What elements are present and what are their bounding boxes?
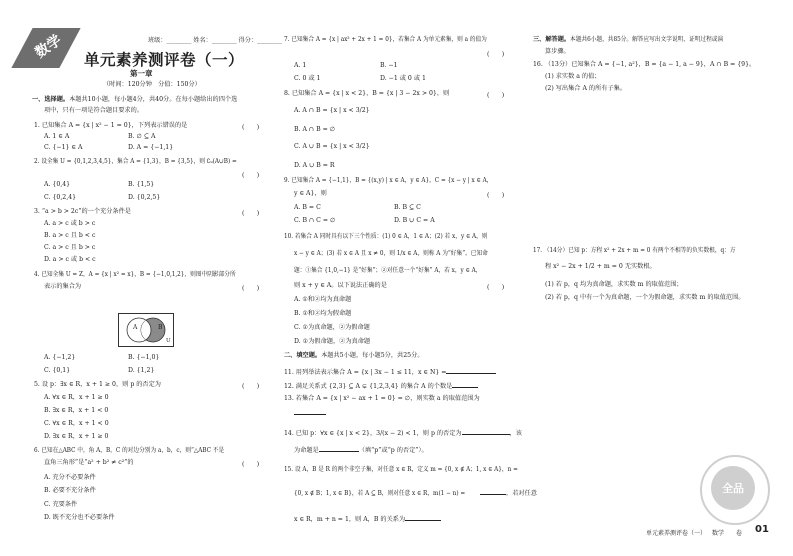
q5-option-d: D. ∃x ∈ R，x + 1 ≥ 0: [44, 433, 109, 440]
q3-stem: 3. “a > b > 2c”的一个充分条件是: [34, 208, 131, 215]
q10-option-b: B. ①和②均为假命题: [294, 310, 352, 317]
q3-option-d: D. a > c 或 b < c: [44, 256, 96, 263]
q1-option-c: C. {−1} ∈ A: [44, 144, 83, 151]
q2-option-b: B. {1,5}: [128, 181, 155, 188]
q11-stem: 11. 用列举法表示集合 A = {x | 3x − 1 ≤ 11，x ∈ N} =: [284, 367, 496, 377]
q6-option-b: B. 必要不充分条件: [44, 487, 96, 494]
q4-answer-paren[interactable]: ( ): [242, 285, 260, 292]
q3-option-c: C. a > c 且 b > c: [44, 244, 96, 251]
q5-option-a: A. ∀x ∈ R，x + 1 ≥ 0: [44, 394, 109, 401]
q17-part2: (2) 若 p，q 中有一个为真命题，一个为假命题，求实数 m 的取值范围。: [545, 294, 745, 301]
q3-option-b: B. a > c 且 b < c: [44, 232, 96, 239]
q1-answer-paren[interactable]: ( ): [242, 124, 260, 131]
q8-option-a: A. A ∩ B = {x | x < 3/2}: [294, 107, 370, 114]
q8-stem: 8. 已知集合 A = {x | x < 2}，B = {x | 3 − 2x > 0}，则: [284, 90, 450, 97]
q8-option-b: B. A ∩ B = ∅: [294, 126, 336, 133]
q17-part1: (1) 若 p，q 均为真命题，求实数 m 的取值范围；: [545, 281, 683, 288]
q9-option-d: D. B ∪ C = A: [394, 217, 435, 224]
q13-blank[interactable]: [294, 408, 326, 415]
q2-option-a: A. {0,4}: [44, 181, 71, 188]
section3-line1: 三、解答题。本题共6小题，共85分。解答应写出文字说明、证明过程或演: [533, 36, 724, 43]
q9-option-c: C. B ∩ C = ∅: [294, 217, 336, 224]
q8-option-c: C. A ∪ B = {x | x < 3/2}: [294, 143, 370, 150]
q9-option-b: B. B ⊆ C: [394, 204, 421, 211]
q7-option-a: A. 1: [294, 62, 307, 69]
q14-blank-1[interactable]: [462, 428, 510, 435]
q15-blank-2[interactable]: [405, 514, 441, 521]
q15-line2: {0, x ∉ B；1, x ∈ B}，若 A ⊆ B，则对任意 x ∈ R，m(1 − n) = ，若对任意: [294, 490, 537, 497]
q7-stem: 7. 已知集合 A = {x | ax² + 2x + 1 = 0}，若集合 A 为单元素集，则 a 的值为: [284, 36, 487, 43]
venn-label-u: U: [166, 338, 171, 344]
q10-line2: x − y ∈ A；(3) 若 x ∈ A 且 x ≠ 0，则 1/x ∈ A，则称 A 为“好集”。已知命: [294, 250, 488, 257]
q11-blank[interactable]: [446, 367, 496, 374]
q3-answer-paren[interactable]: ( ): [242, 210, 260, 217]
q17-stem: 17. （14分）已知 p：方程 x² + 2x + m = 0 有两个不相等的负实数根，q：方: [533, 247, 736, 254]
q5-option-c: C. ∀x ∈ R，x + 1 < 0: [44, 420, 109, 427]
q5-option-b: B. ∃x ∈ R，x + 1 < 0: [44, 407, 109, 414]
q12-stem: 12. 满足关系式 {2,3} ⊆ A ⊊ {1,2,3,4} 的集合 A 的个数是: [284, 381, 478, 391]
q9-stem-line1: 9. 已知集合 A = {−1,1}，B = {(x,y) | x ∈ A，y ∈ A}，C = {x − y | x ∈ A，: [284, 177, 493, 184]
q6-option-c: C. 充要条件: [44, 501, 78, 508]
q5-answer-paren[interactable]: ( ): [242, 383, 260, 390]
q10-line3: 题：①集合 {1,0,−1} 是“好集”；②对任意一个“好集” A，若 x，y ∈ A，: [294, 267, 482, 274]
q1-option-a: A. 1 ∈ A: [44, 133, 70, 140]
section1-line2: 项中，只有一项是符合题目要求的。: [44, 107, 143, 114]
page-number: 01: [755, 524, 769, 535]
q4-option-d: D. {1,2}: [128, 367, 155, 374]
footer-volume: 卷: [736, 530, 743, 537]
q6-stem-line1: 6. 已知在△ABC 中，角 A，B，C 的对边分别为 a，b，c，则“△ABC 不是: [34, 447, 225, 454]
q6-answer-paren[interactable]: ( ): [242, 461, 260, 468]
q2-option-d: D. {0,2,5}: [128, 194, 161, 201]
q2-stem: 2. 设全集 U = {0,1,2,3,4,5}，集合 A = {1,3}，B = {3,5}，则 ∁ᵤ(A∪B) =: [34, 158, 237, 165]
venn-label-a: A: [133, 324, 138, 331]
q12-blank[interactable]: [452, 381, 478, 388]
section2-line: 二、填空题。本题共5小题，每小题5分，共25分。: [284, 352, 424, 359]
q1-option-b: B. ∅ ⊆ A: [128, 133, 156, 140]
q7-option-b: B. −1: [380, 62, 398, 69]
q15-blank-1[interactable]: [480, 488, 506, 495]
q6-stem-line2: 直角三角形”是“a² + b² ≠ c²”的: [44, 459, 134, 466]
q4-stem-line1: 4. 已知全集 U = Z，A = {x | x² = x}，B = {−1,0,1,2}，则图中阴影部分所: [34, 271, 236, 278]
q7-answer-paren[interactable]: ( ): [487, 51, 505, 58]
q4-option-a: A. {−1,2}: [44, 354, 76, 361]
q10-line1: 10. 若集合 A 同时具有以下三个性质：(1) 0 ∈ A，1 ∈ A；(2) 若 x，y ∈ A，则: [284, 233, 488, 240]
q8-option-d: D. A ∪ B = R: [294, 162, 335, 169]
section1-line1: 一、选择题。本题共10小题，每小题4分，共40分。在每小题给出的四个选: [32, 96, 238, 103]
q16-part1: (1) 求实数 a 的值；: [545, 73, 601, 80]
chapter-label: 第一章: [130, 69, 153, 78]
section3-line2: 算步骤。: [545, 48, 570, 55]
q9-stem-line2: y ∈ A}，则: [294, 190, 327, 197]
q13-stem: 13. 若集合 A = {x | x² − ax + 1 = 0} = ∅，则实数 a 的取值范围为: [284, 395, 480, 402]
q2-answer-paren[interactable]: ( ): [242, 172, 260, 179]
q16-stem: 16. （13分）已知集合 A = {−1, a²}，B = {a − 1, a − 9}，A ∩ B = {9}。: [533, 61, 756, 68]
q9-option-a: A. B = C: [294, 204, 321, 211]
subject-badge: 数学: [32, 32, 65, 62]
q14-line2: 为命题是 （填“p”或“p 的否定”）。: [294, 447, 428, 454]
q7-option-d: D. −1 或 0 或 1: [380, 75, 426, 82]
q5-stem: 5. 设 p：∃x ∈ R，x + 1 ≥ 0，则 p 的否定为: [34, 381, 161, 388]
q9-answer-paren[interactable]: ( ): [487, 192, 505, 199]
q16-part2: (2) 写出集合 A 的所有子集。: [545, 85, 627, 92]
q14-stem: 14. 已知 p：∀x ∈ {x | x < 2}，3/(x − 2) < 1，则 p 的否定为 ，该: [284, 430, 522, 437]
q10-option-c: C. ①为真命题，②为假命题: [294, 324, 370, 331]
footer-unit: 单元素养测评卷（一）: [646, 530, 707, 537]
q3-option-a: A. a > c 或 b > c: [44, 220, 96, 227]
q1-stem: 1. 已知集合 A = {x | x² − 1 = 0}，下列表示错误的是: [34, 122, 188, 129]
q13-line2: [294, 408, 326, 418]
time-score: （时间：120分钟 分值：150分）: [103, 81, 201, 88]
footer-subject: 数学: [712, 530, 725, 537]
q1-option-d: D. A = {−1,1}: [128, 144, 174, 151]
q2-option-c: C. {0,2,4}: [44, 194, 77, 201]
q7-option-c: C. 0 或 1: [294, 75, 321, 82]
q14-blank-2[interactable]: [319, 445, 359, 452]
q10-option-a: A. ①和②均为真命题: [294, 296, 352, 303]
venn-svg: [119, 314, 173, 346]
q10-line4: 则 x + y ∈ A。以下说法正确的是: [294, 282, 387, 289]
q10-option-d: D. ①为假命题，②为真命题: [294, 338, 371, 345]
q4-stem-line2: 表示的集合为: [44, 283, 82, 290]
publisher-stamp-text: 全品: [722, 482, 744, 495]
venn-label-b: B: [158, 324, 163, 331]
q8-answer-paren[interactable]: ( ): [487, 92, 505, 99]
q15-line1: 15. 设 A，B 是 R 的两个非空子集，对任意 x ∈ R，定义 m = {0, x ∉ A；1, x ∈ A}，n =: [284, 466, 518, 473]
q15-line4: x ∈ R，m + n = 1，则 A，B 的关系为: [294, 514, 441, 524]
q6-option-a: A. 充分不必要条件: [44, 474, 96, 481]
q4-option-c: C. {0,1}: [44, 367, 71, 374]
q4-option-b: B. {−1,0}: [128, 354, 160, 361]
q17-line2: 程 x² − 2x + 1/2 + m = 0 无实数根。: [545, 263, 656, 270]
header-fields: 班级：________ 姓名：________ 得分：________: [148, 37, 282, 44]
q10-answer-paren[interactable]: ( ): [487, 284, 505, 291]
q6-option-d: D. 既不充分也不必要条件: [44, 514, 115, 521]
page-title: 单元素养测评卷（一）: [84, 51, 245, 69]
